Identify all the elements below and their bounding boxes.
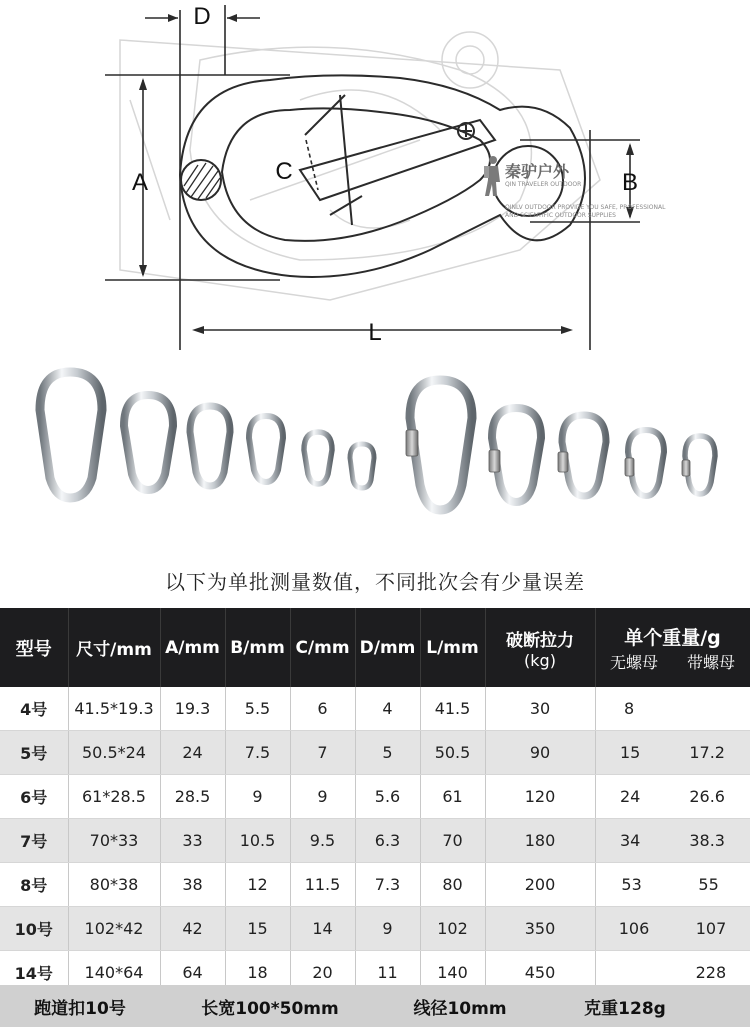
cell-a: 42 [160, 907, 225, 951]
cell-c: 11.5 [290, 863, 355, 907]
cell-d: 11 [355, 951, 420, 995]
cell-l: 41.5 [420, 687, 485, 731]
header-weight-with-nut: 带螺母 [686, 652, 735, 672]
carabiner-plain-10 [350, 444, 374, 488]
cell-b: 15 [225, 907, 290, 951]
header-d: D/mm [355, 608, 420, 687]
header-size: 尺寸/mm [68, 608, 160, 687]
cell-model: 14号 [0, 951, 68, 995]
table-row [0, 775, 750, 819]
cell-size: 41.5*19.3 [68, 687, 160, 731]
cell-model: 4号 [0, 687, 68, 731]
header-weight-no-nut: 无螺母 [609, 652, 658, 672]
cell-force: 90 [485, 731, 595, 775]
cell-b: 7.5 [225, 731, 290, 775]
cell-a: 24 [160, 731, 225, 775]
cell-l: 140 [420, 951, 485, 995]
cell-d: 7.3 [355, 863, 420, 907]
cell-a: 19.3 [160, 687, 225, 731]
cell-l: 50.5 [420, 731, 485, 775]
cell-model: 6号 [0, 775, 68, 819]
cell-weight-no-nut: 8 [623, 699, 635, 718]
cell-l: 70 [420, 819, 485, 863]
cell-force: 200 [485, 863, 595, 907]
cell-weight-no-nut: 106 [618, 919, 650, 938]
table-header-row [0, 608, 750, 687]
cell-a: 38 [160, 863, 225, 907]
label-l: L [368, 319, 382, 346]
cell-force: 350 [485, 907, 595, 951]
cell-a: 28.5 [160, 775, 225, 819]
table-row [0, 863, 750, 907]
table-row [0, 907, 750, 951]
watermark-en3: AND SCIENTIFIC OUTDOOR SUPPLIES [505, 212, 616, 219]
cell-size: 80*38 [68, 863, 160, 907]
carabiner-plain-5 [124, 395, 173, 490]
header-model: 型号 [0, 608, 68, 687]
carabiner-plain-6 [190, 406, 230, 486]
cell-model: 5号 [0, 731, 68, 775]
cell-weight-no-nut [619, 963, 649, 982]
footer-weight: 克重128g [584, 998, 666, 1019]
cell-model: 10号 [0, 907, 68, 951]
measurement-note: 以下为单批测量数值，不同批次会有少量误差 [165, 570, 585, 594]
cell-d: 9 [355, 907, 420, 951]
cell-force: 180 [485, 819, 595, 863]
header-c: C/mm [290, 608, 355, 687]
cell-weight [595, 775, 750, 819]
cell-b: 18 [225, 951, 290, 995]
footer-model: 跑道扣10号 [34, 998, 126, 1019]
locking-sleeves [406, 430, 690, 476]
cell-weight-with-nut: 26.6 [689, 787, 725, 806]
cell-weight-with-nut: 38.3 [689, 831, 725, 850]
cell-weight [595, 731, 750, 775]
header-force [485, 608, 595, 687]
cell-weight [595, 907, 750, 951]
cell-b: 10.5 [225, 819, 290, 863]
cell-c: 9 [290, 775, 355, 819]
cell-size: 140*64 [68, 951, 160, 995]
cell-a: 33 [160, 819, 225, 863]
cell-a: 64 [160, 951, 225, 995]
cell-l: 80 [420, 863, 485, 907]
cell-force: 450 [485, 951, 595, 995]
header-weight-label: 单个重量/g [624, 626, 721, 649]
cell-weight-no-nut: 15 [620, 743, 641, 762]
table-row [0, 687, 750, 731]
footer-bar [0, 985, 750, 1027]
cell-d: 4 [355, 687, 420, 731]
cell-force: 120 [485, 775, 595, 819]
cell-c: 20 [290, 951, 355, 995]
cell-c: 14 [290, 907, 355, 951]
cell-l: 102 [420, 907, 485, 951]
cell-b: 12 [225, 863, 290, 907]
cell-weight [595, 863, 750, 907]
cell-model: 8号 [0, 863, 68, 907]
carabiner-plain-7 [249, 416, 283, 482]
header-b: B/mm [225, 608, 290, 687]
watermark-cn: 秦驴户外 [505, 162, 570, 181]
label-c: C [275, 158, 293, 185]
plain-carabiners [40, 372, 374, 498]
table-row [0, 819, 750, 863]
cell-weight-with-nut [691, 699, 721, 718]
cell-weight-with-nut: 228 [695, 963, 727, 982]
footer-wire: 线径10mm [413, 998, 507, 1019]
footer-dims: 长宽100*50mm [201, 998, 339, 1019]
label-d: D [193, 3, 211, 30]
watermark-en2: QINLV OUTDOOR PROVIDE YOU SAFE, PROFESSIONAL [505, 204, 666, 211]
cell-weight-with-nut: 55 [698, 875, 719, 894]
cell-size: 70*33 [68, 819, 160, 863]
cell-d: 6.3 [355, 819, 420, 863]
carabiner-plain-4 [40, 372, 102, 498]
cell-d: 5.6 [355, 775, 420, 819]
watermark-en1: QIN TRAVELER OUTDOOR [505, 181, 582, 188]
carabiner-lock-3 [562, 415, 606, 496]
header-l: L/mm [420, 608, 485, 687]
cell-c: 7 [290, 731, 355, 775]
cell-weight-with-nut: 107 [695, 919, 727, 938]
carabiner-plain-8 [304, 432, 332, 484]
cell-size: 102*42 [68, 907, 160, 951]
cell-d: 5 [355, 731, 420, 775]
cell-size: 50.5*24 [68, 731, 160, 775]
cell-weight-with-nut: 17.2 [689, 743, 725, 762]
table-row [0, 731, 750, 775]
locking-carabiners [410, 380, 715, 510]
watermark [484, 156, 666, 219]
cell-b: 5.5 [225, 687, 290, 731]
cell-b: 9 [225, 775, 290, 819]
header-weight [595, 608, 750, 687]
cell-size: 61*28.5 [68, 775, 160, 819]
header-force-label: 破断拉力 [506, 630, 574, 651]
label-b: B [621, 169, 639, 196]
cell-l: 61 [420, 775, 485, 819]
cell-c: 6 [290, 687, 355, 731]
carabiner-product-photo [0, 350, 750, 550]
label-a: A [131, 169, 149, 196]
header-a: A/mm [160, 608, 225, 687]
spec-table [0, 608, 750, 995]
wire-section [181, 160, 221, 200]
cell-weight-no-nut: 34 [620, 831, 641, 850]
cell-weight [595, 687, 750, 731]
cell-weight-no-nut: 24 [620, 787, 641, 806]
carabiner-dimension-diagram [0, 0, 750, 350]
cell-force: 30 [485, 687, 595, 731]
cell-weight-no-nut: 53 [621, 875, 642, 894]
cell-weight [595, 819, 750, 863]
carabiner-lock-1 [410, 380, 472, 510]
cell-c: 9.5 [290, 819, 355, 863]
cell-model: 7号 [0, 819, 68, 863]
header-force-unit: (kg) [524, 650, 556, 670]
